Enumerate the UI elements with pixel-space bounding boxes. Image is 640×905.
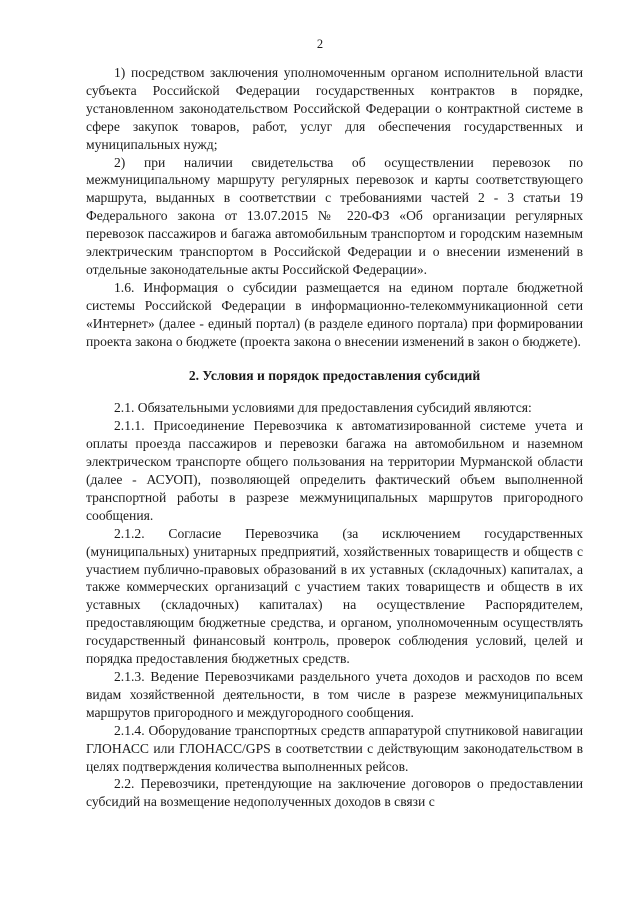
- paragraph-2-2: 2.2. Перевозчики, претендующие на заключение договоров о предоставлении субсидий на возмещение недополученных доходов в связи с: [86, 776, 583, 810]
- paragraph-item-1: 1) посредством заключения уполномоченным органом исполнительной власти субъекта Российской Федерации государственных контрактов в порядке, установленном законодательством Российской Федерации о контрактной системе в сфере закупок товаров, работ, услуг для обеспечения государственных и муниципальных нужд;: [86, 65, 583, 152]
- paragraph-2-1-2: 2.1.2. Согласие Перевозчика (за исключением государственных (муниципальных) унитарных предприятий, хозяйственных товариществ и обществ с участием публично-правовых образований в их уставных (складочных) капиталах, а также коммерческих организаций с участием таких товариществ и обществ в их уставных (складочных) капиталах) на осуществление Распорядителем, предоставляющим бюджетные средства, и органом, уполномоченным осуществлять государственный финансовый контроль, проверок соблюдения условий, целей и порядка предоставления бюджетных средств.: [86, 525, 583, 667]
- document-body: [86, 64, 583, 811]
- paragraph-2-1-3: 2.1.3. Ведение Перевозчиками раздельного учета доходов и расходов по всем видам хозяйственной деятельности, в том числе в разрезе межмуниципальных маршрутов пригородного и междугородного сообщения.: [86, 669, 583, 720]
- paragraph-item-2: 2) при наличии свидетельства об осуществлении перевозок по межмуниципальному маршруту регулярных перевозок и карты соответствующего маршрута, выданных в соответствии с требованиями частей 2 - 3 статьи 19 Федерального закона от 13.07.2015 № 220-ФЗ «Об организации регулярных перевозок пассажиров и багажа автомобильным транспортом и городским наземным электрическим транспортом в Российской Федерации и о внесении изменений в отдельные законодательные акты Российской Федерации».: [86, 154, 583, 277]
- section-heading: 2. Условия и порядок предоставления субсидий: [188, 367, 481, 383]
- paragraph-2-1-1: 2.1.1. Присоединение Перевозчика к автоматизированной системе учета и оплаты проезда пассажиров и перевозки багажа на автомобильном и наземном электрическом транспорте общего пользования на территории Мурманской области (далее - АСУОП), позволяющей определить фактический объем выполненной транспортной работы в разрезе межмуниципальных маршрутов пригородного сообщения.: [86, 418, 583, 523]
- paragraph-2-1-4: 2.1.4. Оборудование транспортных средств аппаратурой спутниковой навигации ГЛОНАСС или ГЛОНАСС/GPS в соответствии с действующим законодательством в целях подтверждения количества выполненных рейсов.: [86, 722, 583, 774]
- paragraph-1-6: 1.6. Информация о субсидии размещается на едином портале бюджетной системы Российской Федерации в информационно-телекоммуникационной сети «Интернет» (далее - единый портал) (в разделе единого портала) при формировании проекта закона о бюджете (проекта закона о внесении изменений в закон о бюджете).: [86, 279, 583, 349]
- paragraph-2-1: 2.1. Обязательными условиями для предоставления субсидий являются:: [114, 400, 532, 416]
- page-number: 2: [316, 37, 324, 51]
